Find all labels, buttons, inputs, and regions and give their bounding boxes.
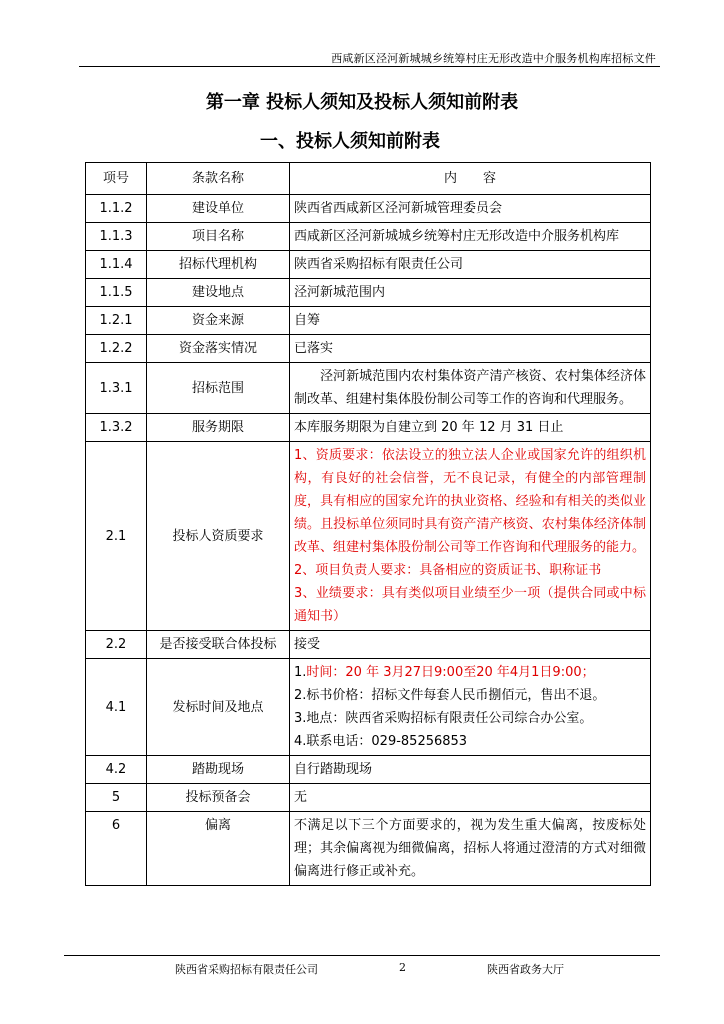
row-content: 接受 <box>290 631 651 659</box>
table-row <box>86 307 651 335</box>
row-content: 自筹 <box>290 307 651 335</box>
row-name: 项目名称 <box>147 223 290 251</box>
table-row <box>86 195 651 223</box>
section-title: 一、投标人须知前附表 <box>260 131 440 152</box>
footer-rule <box>64 955 660 956</box>
issue-location-line: 3.地点：陕西省采购招标有限责任公司综合办公室。 <box>294 711 593 726</box>
document-price-line: 2.标书价格：招标文件每套人民币捌佰元，售出不退。 <box>294 688 606 703</box>
row-name: 偏离 <box>147 812 290 886</box>
table-row <box>86 812 651 886</box>
row-content <box>290 442 651 631</box>
row-name: 踏勘现场 <box>147 756 290 784</box>
page-number: 2 <box>399 961 406 974</box>
row-num: 1.1.3 <box>86 223 147 251</box>
issue-time-prefix: 1. <box>294 665 307 680</box>
row-name: 服务期限 <box>147 414 290 442</box>
qualification-requirement: 1、资质要求：依法设立的独立法人企业或国家允许的组织机构，有良好的社会信誉，无不良记录，有健全的内部管理制度，具有相应的国家允许的执业资格、经验和有相关的类似业绩。且投标单位须同时具有资产清产核资、农村集体经济体制改革、组建村集体股份制公司等工作咨询和代理服务的能力。 <box>294 448 646 555</box>
row-name: 投标人资质要求 <box>147 442 290 631</box>
row-name: 建设单位 <box>147 195 290 223</box>
row-num: 4.2 <box>86 756 147 784</box>
header-clause-name: 条款名称 <box>147 163 290 195</box>
row-num: 1.1.5 <box>86 279 147 307</box>
footer-company: 陕西省采购招标有限责任公司 <box>175 963 318 976</box>
table-row <box>86 631 651 659</box>
header-rule <box>79 66 660 67</box>
table-row <box>86 756 651 784</box>
row-num: 4.1 <box>86 659 147 756</box>
table-row <box>86 335 651 363</box>
row-name: 投标预备会 <box>147 784 290 812</box>
project-leader-requirement: 2、项目负责人要求：具备相应的资质证书、职称证书 <box>294 563 602 578</box>
table-row <box>86 279 651 307</box>
row-name: 资金落实情况 <box>147 335 290 363</box>
row-num: 2.2 <box>86 631 147 659</box>
row-num: 6 <box>86 812 147 886</box>
table-row <box>86 414 651 442</box>
document-header: 西咸新区泾河新城城乡统筹村庄无形改造中介服务机构库招标文件 <box>331 52 656 65</box>
row-name: 招标范围 <box>147 363 290 414</box>
row-name: 发标时间及地点 <box>147 659 290 756</box>
row-content: 自行踏勘现场 <box>290 756 651 784</box>
row-content: 已落实 <box>290 335 651 363</box>
issue-time-line <box>294 661 646 684</box>
row-content <box>290 363 651 414</box>
table-row <box>86 659 651 756</box>
row-num: 2.1 <box>86 442 147 631</box>
row-num: 1.1.4 <box>86 251 147 279</box>
row-content: 无 <box>290 784 651 812</box>
header-content: 内 容 <box>290 163 651 195</box>
row-num: 1.1.2 <box>86 195 147 223</box>
row-content: 西咸新区泾河新城城乡统筹村庄无形改造中介服务机构库 <box>290 223 651 251</box>
row-name: 建设地点 <box>147 279 290 307</box>
row-num: 1.2.2 <box>86 335 147 363</box>
bidder-instructions-table <box>85 162 651 886</box>
row-content: 泾河新城范围内 <box>290 279 651 307</box>
scope-text: 泾河新城范围内农村集体资产清产核资、农村集体经济体制改革、组建村集体股份制公司等工作的咨询和代理服务。 <box>294 369 646 407</box>
table-header-row <box>86 163 651 195</box>
performance-requirement: 3、业绩要求：具有类似项目业绩至少一项（提供合同或中标通知书） <box>294 586 646 624</box>
table-row <box>86 363 651 414</box>
row-content: 陕西省西咸新区泾河新城管理委员会 <box>290 195 651 223</box>
issue-time-text: 时间：20 年 3月27日9:00至20 年4月1日9:00； <box>306 665 595 680</box>
row-num: 5 <box>86 784 147 812</box>
row-name: 是否接受联合体投标 <box>147 631 290 659</box>
row-num: 1.3.1 <box>86 363 147 414</box>
table-row <box>86 223 651 251</box>
row-content: 不满足以下三个方面要求的，视为发生重大偏离，按废标处理；其余偏离视为细微偏离，招标人将通过澄清的方式对细微偏离进行修正或补充。 <box>290 812 651 886</box>
chapter-title: 第一章 投标人须知及投标人须知前附表 <box>205 92 519 113</box>
row-num: 1.3.2 <box>86 414 147 442</box>
contact-phone-line: 4.联系电话：029-85256853 <box>294 734 468 749</box>
header-item-no: 项号 <box>86 163 147 195</box>
table-row <box>86 442 651 631</box>
row-num: 1.2.1 <box>86 307 147 335</box>
table-row <box>86 784 651 812</box>
row-content: 本库服务期限为自建立到 20 年 12 月 31 日止 <box>290 414 651 442</box>
footer-location: 陕西省政务大厅 <box>487 963 564 976</box>
row-name: 招标代理机构 <box>147 251 290 279</box>
row-content: 陕西省采购招标有限责任公司 <box>290 251 651 279</box>
table-row <box>86 251 651 279</box>
row-name: 资金来源 <box>147 307 290 335</box>
row-content <box>290 659 651 756</box>
